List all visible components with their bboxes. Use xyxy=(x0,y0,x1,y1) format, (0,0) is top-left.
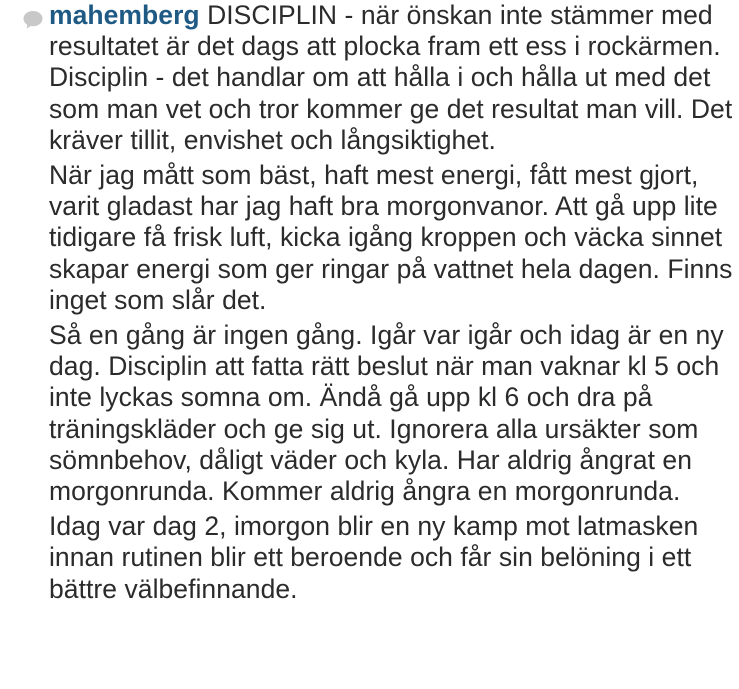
comment-paragraph-4: Idag var dag 2, imorgon blir en ny kamp mot latmasken innan rutinen blir ett beroende och får sin belöning i ett bättre välbefinnande. xyxy=(49,511,699,604)
comment-text xyxy=(49,0,733,605)
speech-bubble-icon xyxy=(22,10,44,30)
comment-paragraph-1-text: DISCIPLIN - när önskan inte stämmer med resultatet är det dags att plocka fram ett ess i rockärmen. Disciplin - det handlar om att hålla i och hålla ut med det som man vet och tror kommer ge det resultat man vill. Det kräver tillit, envishet och långsiktighet. xyxy=(49,0,733,155)
comment-paragraph-3: Så en gång är ingen gång. Igår var igår och idag är en ny dag. Disciplin att fatta rätt beslut när man vaknar kl 5 och inte lyckas somna om. Ändå gå upp kl 6 och dra på träningskläder och ge sig ut. Ignorera alla ursäkter som sömnbehov, dåligt väder och kyla. Har aldrig ångrat en morgonrunda. Kommer aldrig ångra en morgonrunda. xyxy=(49,320,724,507)
comment-paragraph-1 xyxy=(49,0,733,156)
username-link[interactable]: mahemberg xyxy=(49,0,200,30)
comment-paragraph-2: När jag mått som bäst, haft mest energi, fått mest gjort, varit gladast har jag haft bra morgonvanor. Att gå upp lite tidigare få frisk luft, kicka igång kroppen och väcka sinnet skapar energi som ger ringar på vattnet hela dagen. Finns inget som slår det. xyxy=(49,160,733,315)
